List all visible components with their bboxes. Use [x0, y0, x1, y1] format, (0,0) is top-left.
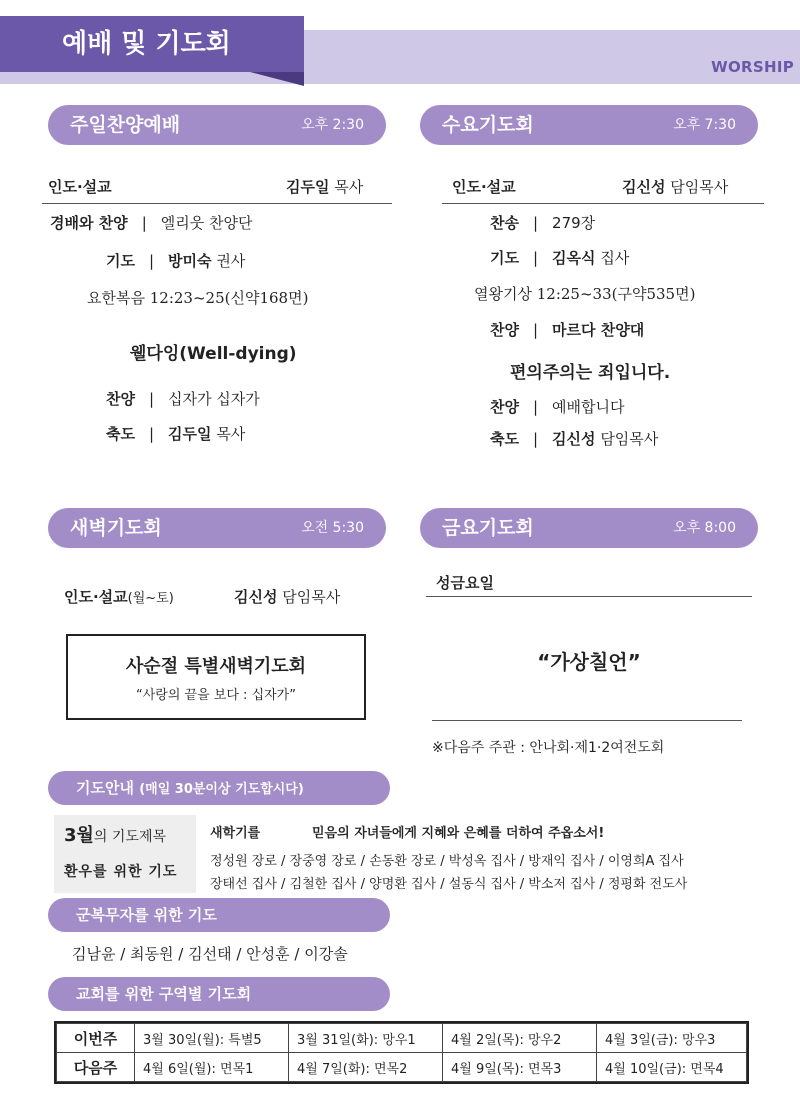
wednesday-service-pill: [420, 105, 758, 145]
row-title: 목사: [216, 425, 246, 443]
row-value: 김신성: [552, 430, 596, 448]
prayer-theme-text: 믿음의 자녀들에게 지혜와 은혜를 더하여 주옵소서!: [312, 826, 605, 841]
row-label: 축도: [490, 430, 519, 448]
sunday-row-worship: [50, 212, 252, 233]
row-label: 찬송: [490, 214, 519, 232]
row-value: 방미숙: [168, 252, 212, 270]
prayer-month-line: [64, 821, 196, 847]
row-title: 집사: [600, 249, 630, 267]
wednesday-row-benediction: [490, 428, 658, 449]
table-cell: 3월 31일(화): 망우1: [289, 1024, 443, 1053]
row-value: 김옥식: [552, 249, 596, 267]
friday-service-name: 금요기도회: [442, 517, 534, 539]
row-label: 찬양: [490, 398, 519, 416]
dawn-leader-note: (월~토): [127, 591, 174, 606]
row-label: 찬양: [490, 321, 519, 339]
table-row: [57, 1024, 747, 1053]
sunday-leader-title: 목사: [334, 178, 364, 196]
row-value: 십자가 십자가: [168, 390, 260, 408]
row-sep: |: [532, 214, 539, 232]
friday-service-time: 오후 8:00: [673, 520, 736, 536]
wednesday-service-time: 오후 7:30: [673, 117, 736, 133]
row-value: 마르다 찬양대: [552, 321, 645, 339]
row-title: 권사: [216, 252, 246, 270]
sunday-row-benediction: [106, 423, 245, 444]
row-value: 엘리웃 찬양단: [160, 214, 253, 232]
page-subtitle: WORSHIP: [711, 58, 794, 76]
prayer-month: 3월: [64, 825, 94, 846]
row-sep: |: [532, 430, 539, 448]
dawn-leader-label: 인도·설교: [64, 588, 128, 606]
dawn-leader-name: 김신성: [234, 588, 278, 606]
sunday-rule: [42, 203, 392, 204]
prayer-guide-pill: [48, 771, 390, 805]
wednesday-scripture: 열왕기상 12:25~33(구약535면): [474, 285, 696, 303]
row-sep: |: [532, 321, 539, 339]
prayer-guide-note: (매일 30분이상 기도합시다): [139, 782, 304, 797]
sunday-sermon: 웰다잉(Well-dying): [130, 344, 297, 364]
prayer-category: 환우를 위한 기도: [64, 864, 178, 880]
friday-rule-bottom: [432, 720, 742, 721]
friday-rule-top: [426, 596, 752, 597]
military-prayer-pill: 군복무자를 위한 기도: [48, 898, 390, 932]
row-value: 김두일: [168, 425, 212, 443]
friday-service-pill: [420, 508, 758, 548]
header-fold: [250, 72, 304, 86]
wednesday-service-name: 수요기도회: [442, 114, 534, 136]
prayer-names-2: 장태선 집사 / 김철한 집사 / 양명환 집사 / 설동식 집사 / 박소저 집사 / 정평화 전도사: [210, 877, 688, 892]
table-cell: 4월 7일(화): 면목2: [289, 1053, 443, 1082]
row-sep: |: [148, 425, 155, 443]
page-title: 예배 및 기도회: [0, 16, 304, 72]
row-sep: |: [148, 390, 155, 408]
sunday-leader-name: 김두일: [286, 178, 330, 196]
prayer-month-suffix: 의 기도제목: [93, 829, 166, 845]
prayer-names-1: 정성원 장로 / 장중영 장로 / 손동환 장로 / 박성옥 집사 / 방재익 집사 / 이영희A 집사: [210, 854, 684, 869]
sunday-row-prayer: [106, 250, 245, 271]
wednesday-rule: [442, 203, 764, 204]
table-cell: 4월 2일(목): 망우2: [443, 1024, 597, 1053]
table-cell: 3월 30일(월): 특별5: [135, 1024, 289, 1053]
dawn-service-pill: [48, 508, 386, 548]
row-label: 기도: [106, 252, 135, 270]
wednesday-row-prayer: [490, 247, 629, 268]
wednesday-leader-label: 인도·설교: [452, 178, 516, 196]
dawn-service-name: 새벽기도회: [70, 517, 162, 539]
row-value: 279장: [552, 214, 596, 232]
wednesday-row-praise: [490, 396, 625, 417]
wednesday-row-hymn: [490, 212, 595, 233]
dawn-leader: [64, 586, 174, 607]
sunday-service-time: 오후 2:30: [301, 117, 364, 133]
friday-note: ※다음주 주관 : 안나회·제1·2여전도회: [432, 740, 665, 756]
wednesday-sermon: 편의주의는 죄입니다.: [510, 363, 671, 383]
sunday-leader-label: 인도·설교: [48, 178, 112, 196]
prayer-month-box: [54, 815, 196, 893]
row-sep: |: [532, 398, 539, 416]
sunday-service-pill: [48, 105, 386, 145]
dawn-special-box: [66, 634, 366, 720]
sunday-service-name: 주일찬양예배: [70, 114, 181, 136]
row-label: 기도: [490, 249, 519, 267]
row-label: 경배와 찬양: [50, 214, 128, 232]
dawn-special-title: 사순절 특별새벽기도회: [125, 656, 307, 677]
wednesday-leader-title: 담임목사: [670, 178, 729, 196]
table-cell: 4월 9일(목): 면목3: [443, 1053, 597, 1082]
table-row-label: 이번주: [57, 1024, 135, 1053]
wednesday-leader-name: 김신성: [622, 178, 666, 196]
row-sep: |: [148, 252, 155, 270]
district-table-frame: [54, 1021, 749, 1084]
sunday-leader: [286, 176, 363, 197]
dawn-leader-title: 담임목사: [282, 588, 341, 606]
district-table: [56, 1023, 747, 1082]
dawn-service-time: 오전 5:30: [301, 520, 364, 536]
row-sep: |: [141, 214, 147, 232]
row-label: 축도: [106, 425, 135, 443]
table-cell: 4월 6일(월): 면목1: [135, 1053, 289, 1082]
dawn-leader-person: [234, 586, 340, 607]
friday-subtitle: 성금요일: [436, 574, 494, 592]
dawn-special-subtitle: “사랑의 끝을 보다 : 십자가”: [136, 688, 296, 703]
sunday-scripture: 요한복음 12:23~25(신약168면): [87, 289, 309, 307]
military-names: 김남윤 / 최동원 / 김선태 / 안성훈 / 이강솔: [72, 945, 348, 963]
friday-title: “가상칠언”: [537, 650, 641, 674]
row-title: 담임목사: [600, 430, 659, 448]
prayer-theme-label: 새학기를: [210, 826, 261, 841]
table-cell: 4월 3일(금): 망우3: [597, 1024, 747, 1053]
table-row-label: 다음주: [57, 1053, 135, 1082]
district-prayer-pill: 교회를 위한 구역별 기도회: [48, 977, 390, 1011]
wednesday-row-choir: [490, 319, 644, 340]
row-value: 예배합니다: [552, 398, 625, 416]
sunday-row-praise: [106, 388, 260, 409]
wednesday-leader: [622, 176, 728, 197]
row-sep: |: [532, 249, 539, 267]
table-cell: 4월 10일(금): 면목4: [597, 1053, 747, 1082]
row-label: 찬양: [106, 390, 135, 408]
table-row: [57, 1053, 747, 1082]
prayer-guide-title: 기도안내: [76, 779, 134, 797]
